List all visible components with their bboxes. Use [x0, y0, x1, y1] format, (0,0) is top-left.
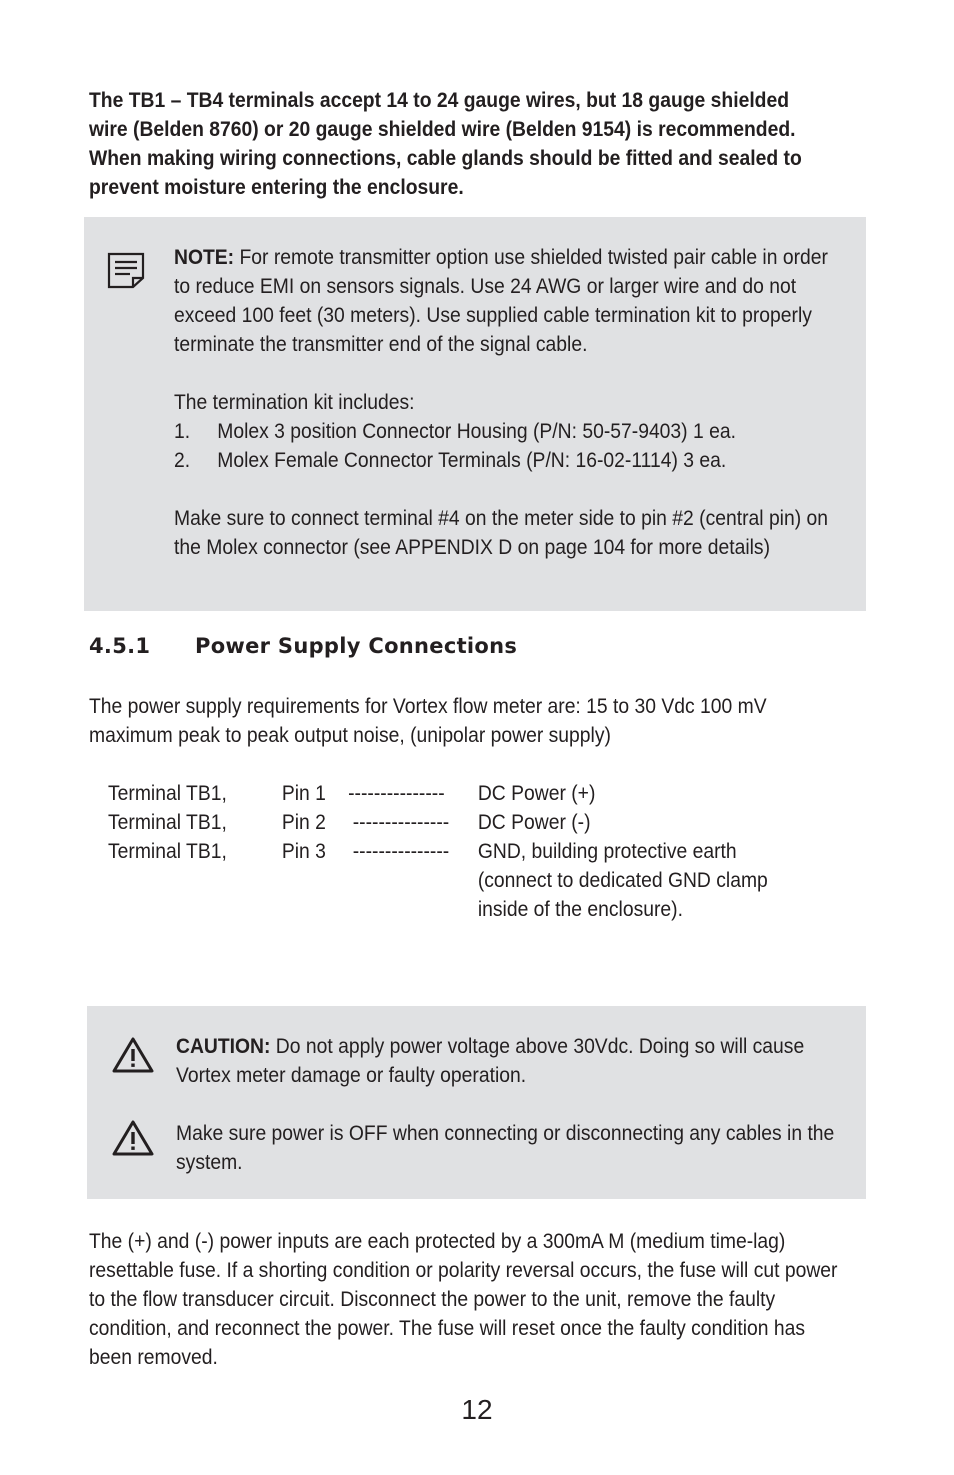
power-requirements: The power supply requirements for Vortex flow meter are: 15 to 30 Vdc 100 mV maximum peak to peak output noise, (unipolar power supply): [89, 695, 767, 747]
section-heading: [89, 634, 517, 658]
terminal-note-line: (connect to dedicated GND clamp: [477, 869, 768, 892]
note-document-icon: [106, 250, 146, 290]
list-item: 2. Molex Female Connector Terminals (P/N: 16-02-1114) 3 ea.: [174, 449, 727, 472]
power-off-warning: Make sure power is OFF when connecting or disconnecting any cables in the system.: [176, 1122, 835, 1174]
note-label: NOTE:: [174, 246, 235, 269]
note-paragraph: NOTE: For remote transmitter option use shielded twisted pair cable in order to reduce EMI on sensors signals. Use 24 AWG or larger wire and do not exceed 100 feet (30 meters). Use supplied cable termination kit to properly terminate the transmitter end of the signal cable.: [174, 246, 828, 356]
terminal-row: Terminal TB1, Pin 2 --------------- DC Power (-): [108, 811, 591, 834]
warning-triangle-icon: [111, 1036, 155, 1074]
fuse-paragraph: The (+) and (-) power inputs are each protected by a 300mA M (medium time-lag) resettable fuse. If a shorting condition or polarity reversal occurs, the fuse will cut power to the flow transducer circuit. Disconnect the power to the unit, remove the faulty condition, and reconnect the power. The fuse will reset once the faulty condition has been removed.: [89, 1230, 838, 1369]
section-title: Power Supply Connections: [195, 634, 518, 658]
caution-text: CAUTION: Do not apply power voltage above 30Vdc. Doing so will cause Vortex meter damage or faulty operation.: [176, 1035, 805, 1087]
kit-intro: The termination kit includes:: [174, 391, 415, 414]
terminal-row: Terminal TB1, Pin 1 --------------- DC Power (+): [108, 782, 596, 805]
terminal-note-line: inside of the enclosure).: [477, 898, 683, 921]
note-closing: Make sure to connect terminal #4 on the meter side to pin #2 (central pin) on the Molex connector (see APPENDIX D on page 104 for more details): [174, 507, 829, 559]
warning-triangle-icon: [111, 1119, 155, 1157]
note-text: [174, 243, 836, 562]
list-item: 1. Molex 3 position Connector Housing (P/N: 50-57-9403) 1 ea.: [174, 420, 736, 443]
section-number: 4.5.1: [89, 634, 151, 658]
terminal-list: [108, 779, 807, 924]
caution-label: CAUTION:: [176, 1035, 271, 1058]
page-number: 12: [461, 1394, 493, 1425]
intro-paragraph: The TB1 – TB4 terminals accept 14 to 24 gauge wires, but 18 gauge shielded wire (Belden 8760) or 20 gauge shielded wire (Belden 9154) is recommended. When making wiring connections, cable glands should be fitted and sealed to prevent moisture entering the enclosure.: [89, 89, 802, 199]
terminal-row: Terminal TB1, Pin 3 --------------- GND, building protective earth: [108, 840, 737, 863]
